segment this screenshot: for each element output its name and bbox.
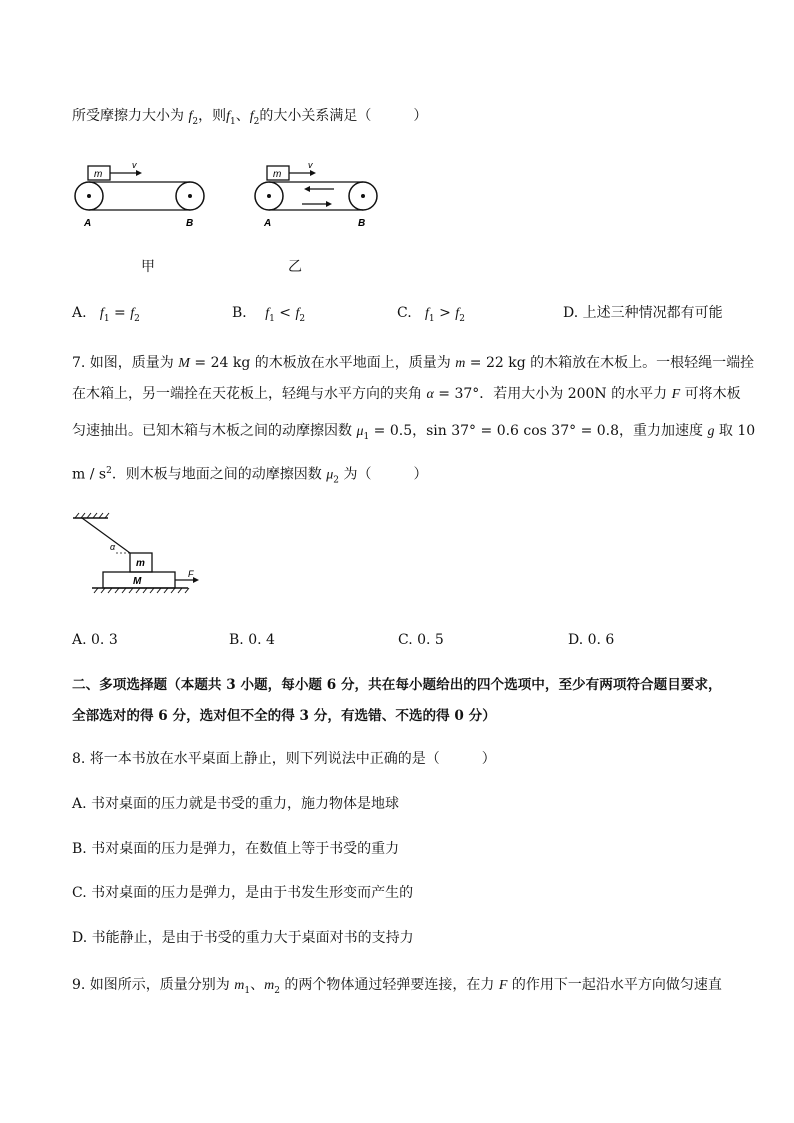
q6-text: 的大小关系满足（ ）: [259, 108, 428, 124]
m-label: m: [136, 558, 145, 569]
sub: 1: [269, 313, 275, 324]
q7-option-b: B. 0. 4: [229, 632, 275, 648]
var-M: M: [178, 356, 190, 371]
sub: 2: [134, 313, 140, 324]
q9-text: 9. 如图所示，质量分别为: [72, 977, 235, 993]
label-a: A: [264, 218, 272, 229]
q7-text: 在木箱上，另一端拴在天花板上，轻绳与水平方向的夹角: [72, 386, 427, 402]
q7-option-a: A. 0. 3: [72, 632, 118, 648]
relation: =: [114, 305, 126, 321]
var-g: g: [707, 424, 715, 439]
q8-option-d: D. 书能静止，是由于书受的重力大于桌面对书的支持力: [72, 930, 414, 946]
label-a: A: [84, 218, 92, 229]
q6-option-b: [232, 304, 305, 328]
sub: 2: [333, 475, 340, 486]
arrowhead: [304, 186, 310, 192]
sub: 1: [363, 431, 370, 442]
var-F: F: [671, 387, 681, 402]
q7-line-2: [72, 385, 741, 404]
box-on-board-figure: [70, 510, 200, 605]
q8-option-b: B. 书对桌面的压力是弹力，在数值上等于书受的重力: [72, 841, 400, 857]
q7-line-4: [72, 462, 427, 489]
q9-text: 的两个物体通过轻弹要连接，在力: [279, 977, 499, 993]
q9-text: 、: [250, 977, 265, 993]
sup: 2: [106, 466, 112, 476]
option-label: A.: [72, 305, 87, 321]
q7-text: m / s: [72, 466, 107, 483]
M-label: M: [133, 576, 142, 587]
sub: 1: [428, 313, 435, 324]
q7-line-1: [72, 354, 754, 373]
q7-text: = 24 kg 的木板放在水平地面上，质量为: [189, 355, 456, 371]
var-f: f: [295, 306, 300, 321]
sub: 2: [299, 313, 306, 324]
sub: 1: [244, 985, 251, 996]
q7-text: = 37°．若用大小为 200N 的水平力: [433, 386, 672, 402]
var-f: f: [226, 109, 230, 124]
q9-stem: [72, 976, 722, 1000]
var-F: F: [498, 978, 508, 993]
F-label: F: [188, 569, 194, 579]
v-label: v: [308, 160, 313, 170]
caption-jia: 甲: [141, 259, 155, 275]
conveyor-figure-jia: [70, 158, 210, 230]
arrowhead: [136, 170, 142, 176]
q6-text: ，则: [198, 108, 227, 124]
pulley-axle: [361, 194, 365, 198]
ground-hatch: [94, 588, 189, 593]
block-label: m: [94, 169, 103, 180]
sub: 2: [274, 985, 280, 996]
caption-yi: 乙: [288, 259, 302, 275]
q8-option-a: A. 书对桌面的压力就是书受的重力，施力物体是地球: [72, 796, 400, 812]
sub: 2: [253, 116, 260, 127]
q6-option-d: D. 上述三种情况都有可能: [563, 305, 723, 321]
label-b: B: [186, 218, 194, 229]
var-alpha: α: [426, 387, 434, 402]
q8-stem: 8. 将一本书放在水平桌面上静止，则下列说法中正确的是（ ）: [72, 751, 496, 767]
var-m: m: [264, 978, 275, 993]
var-f: f: [265, 306, 270, 321]
q6-option-c: [397, 304, 465, 328]
q7-option-c: C. 0. 5: [398, 632, 444, 648]
conveyor-figure-yi: [252, 158, 387, 230]
q7-text: = 22 kg 的木箱放在木板上。一根轻绳一端拴: [465, 355, 755, 371]
arrowhead: [326, 201, 332, 207]
q7-text: ．则木板与地面之间的动摩擦因数: [111, 466, 327, 483]
q7-text: 为（ ）: [339, 466, 428, 483]
alpha-label: α: [110, 542, 116, 552]
block-label: m: [273, 169, 282, 180]
sub: 2: [192, 116, 199, 127]
pulley-axle: [188, 194, 192, 198]
var-f: f: [99, 306, 104, 321]
q7-text: = 0.5，sin 37° = 0.6 cos 37° = 0.8，重力加速度: [369, 423, 708, 439]
arrowhead: [193, 577, 199, 583]
q7-text: 匀速抽出。已知木箱与木板之间的动摩擦因数: [72, 423, 357, 439]
option-label: C.: [397, 305, 412, 321]
section-2-heading-line-2: 全部选对的得 6 分，选对但不全的得 3 分，有选错、不选的得 0 分）: [72, 708, 496, 724]
sub: 1: [229, 116, 236, 127]
q6-text: 、: [235, 108, 250, 124]
var-mu: μ: [356, 424, 364, 439]
q6-option-a: [72, 304, 140, 328]
sub: 1: [103, 313, 110, 324]
relation: >: [439, 305, 451, 321]
ceiling-hatch: [75, 513, 109, 518]
pulley-axle: [87, 194, 91, 198]
var-f: f: [130, 306, 135, 321]
var-f: f: [455, 306, 460, 321]
var-f: f: [249, 109, 254, 124]
q6-stem-line: [72, 107, 427, 131]
var-m: m: [455, 356, 466, 371]
q7-text: 可将木板: [680, 386, 741, 402]
sub: 2: [459, 313, 465, 324]
q6-text: 所受摩擦力大小为: [72, 108, 189, 124]
var-mu: μ: [326, 467, 334, 483]
option-label: B．: [232, 305, 257, 321]
q8-option-c: C. 书对桌面的压力是弹力，是由于书发生形变而产生的: [72, 885, 414, 901]
arrowhead: [310, 170, 316, 176]
v-label: v: [132, 160, 137, 170]
rope: [82, 518, 130, 553]
relation: <: [279, 305, 292, 321]
q9-text: 的作用下一起沿水平方向做匀速直: [507, 977, 722, 993]
var-f: f: [425, 306, 429, 321]
q7-option-d: D. 0. 6: [568, 632, 615, 648]
var-m: m: [234, 978, 245, 993]
section-2-heading-line-1: 二、多项选择题（本题共 3 小题，每小题 6 分，共在每小题给出的四个选项中，至少有两项符合题目要求，: [72, 677, 722, 693]
label-b: B: [358, 218, 366, 229]
q7-text: 取 10: [714, 423, 756, 439]
pulley-axle: [267, 194, 271, 198]
var-f: f: [188, 109, 193, 124]
q7-line-3: [72, 422, 755, 446]
q7-text: 7. 如图，质量为: [72, 355, 179, 371]
